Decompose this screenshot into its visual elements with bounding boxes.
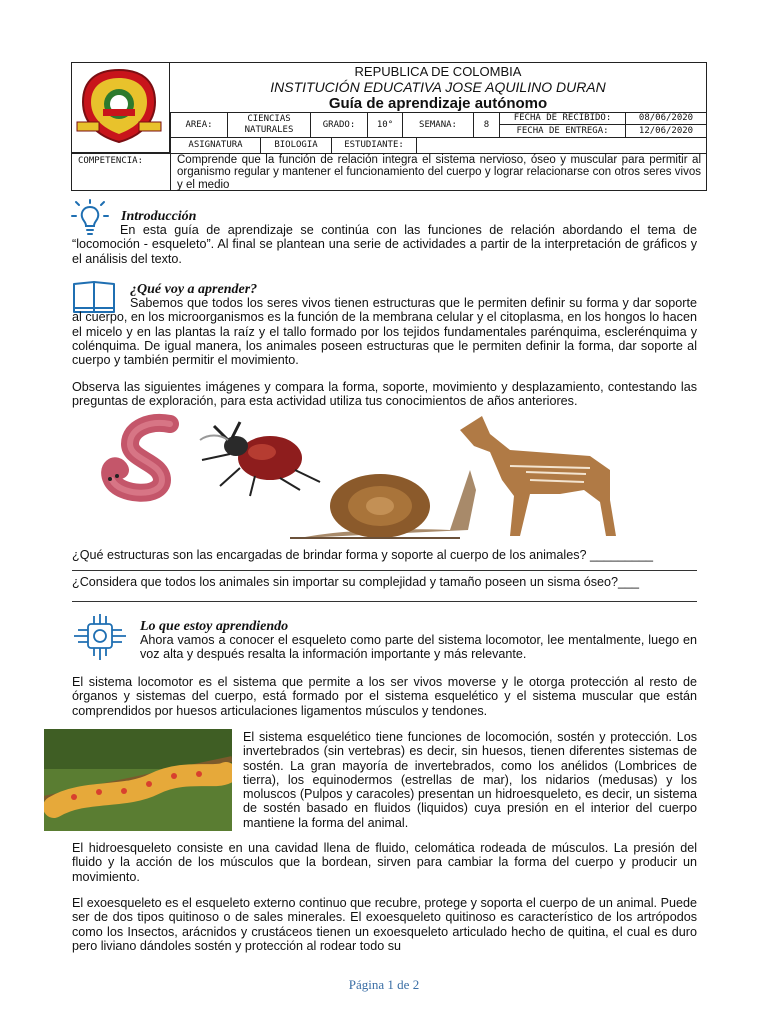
received-value: 08/06/2020 [625,112,707,125]
country-title: REPUBLICA DE COLOMBIA [354,64,522,79]
institution-title: INSTITUCIÓN EDUCATIVA JOSE AQUILINO DURAN [270,79,606,95]
competence-label: COMPETENCIA: [71,153,171,191]
grade-label: GRADO: [310,112,368,138]
paragraph-3: El hidroesqueleto consiste en una cavidad llena de fluido, celomática rodeada de músculos. La presión del fluido y la acción de los músculos que la bordean, sirven para cambiar la forma del cuerpo y producir un movimiento. [72,841,697,884]
learn-title: ¿Qué voy a aprender? [130,282,258,297]
learn-text: Sabemos que todos los seres vivos tienen estructuras que le permiten definir su forma y dar soporte al cuerpo, en los microorganismos es la función de la membrana celular y el citoplasma, en los hongos lo hacen el micelo y en las plantas la raíz y el tallo formado por los tejidos fundamentales parénquima, esclerénquima y colénquima. De igual manera, los animales poseen estructuras que le permiten definir la forma, dar soporte al cuerpo y también permitir el movimiento. [72,296,697,368]
intro-text: En esta guía de aprendizaje se continúa con las funciones de relación abordando el tema de “locomoción - esqueleto”. Al final se plantean una serie de actividades a partir de la interpretación de gráficos y el análisis del texto. [72,223,697,266]
paragraph-4: El exoesqueleto es el esqueleto externo continuo que recubre, protege y soporta el cuerpo de un animal. Puede ser de dos tipos quitinoso o de sales minerales. El exoesqueleto quitinoso es característico de los artrópodos como los Insectos, arácnidos y crustáceos tienen un exoesqueleto articulado hecho de quitina, el cual es duro pero liviano dándoles sostén y protección al rodear todo su [72,896,697,953]
paragraph-2: El sistema esquelético tiene funciones de locomoción, sostén y protección. Los invertebrados (sin vertebras) es decir, sin huesos, tienen diferentes sistemas de sostén. La gran mayoría de invertebrados, como los anélidos (Lombrices de tierra), los equinodermos (estrellas de mar), los nidarios (medusas) y los moluscos (Pulpos y caracoles) presentan un hidroesqueleto, es decir, un sistema de sostén basado en fluidos (liquidos) cuya presión en el interior del cuerpo mantiene la forma del animal. [243,730,697,830]
answer-line-1[interactable] [72,570,697,571]
paragraph-1: El sistema locomotor es el sistema que permite a los ser vivos moverse y le otorga protección al resto de órganos y sistemas del cuerpo, está formado por el sistema esquelético y el sistema muscular que están comprendidos por huesos articulaciones ligamentos músculos y tendones. [72,675,697,718]
chip-brain-icon [72,612,128,662]
page-number: Página 1 de 2 [348,977,420,992]
delivery-label: FECHA DE ENTREGA: [499,124,626,138]
learning-text: Ahora vamos a conocer el esqueleto como parte del sistema locomotor, lee mentalmente, luego en voz alta y después resalta la información importante y más relevante. [140,633,697,662]
answer-line-2[interactable] [72,601,697,602]
student-label: ESTUDIANTE: [331,137,417,154]
school-logo [71,62,168,151]
delivery-value: 12/06/2020 [625,124,707,138]
grade-value: 10° [367,112,403,138]
question-1: ¿Qué estructuras son las encargadas de brindar forma y soporte al cuerpo de los animales? _________ [72,548,654,562]
learning-title: Lo que estoy aprendiendo [140,619,289,634]
caterpillar-image [44,729,232,831]
area-value: CIENCIAS NATURALES [227,112,311,138]
observe-text: Observa las siguientes imágenes y compara la forma, soporte, movimiento y desplazamiento, contestando las preguntas de exploración, para esta actividad utiliza tus conocimientos de años anteriores. [72,380,697,409]
horse-image [460,416,616,536]
guide-title: Guía de aprendizaje autónomo [328,95,548,112]
week-label: SEMANA: [402,112,474,138]
animals-illustration [90,410,630,540]
intro-title: Introducción [121,209,197,224]
subject-value: BIOLOGIA [260,137,332,154]
question-2: ¿Considera que todos los animales sin importar su complejidad y tamaño poseen un sisma óseo?___ [72,575,640,589]
competence-text: Comprende que la función de relación integra el sistema nervioso, óseo y muscular para permitir al organismo regular y mantener el funcionamiento del cuerpo y lograr relacionarse con otros seres vivos y el medio [177,154,701,191]
received-label: FECHA DE RECIBIDO: [499,112,626,125]
student-field[interactable] [416,137,707,154]
week-value: 8 [473,112,500,138]
beetle-image [200,422,320,496]
logo-cell [71,62,170,153]
area-label: AREA: [170,112,228,138]
worm-image [108,423,170,493]
subject-label: ASIGNATURA [170,137,261,154]
